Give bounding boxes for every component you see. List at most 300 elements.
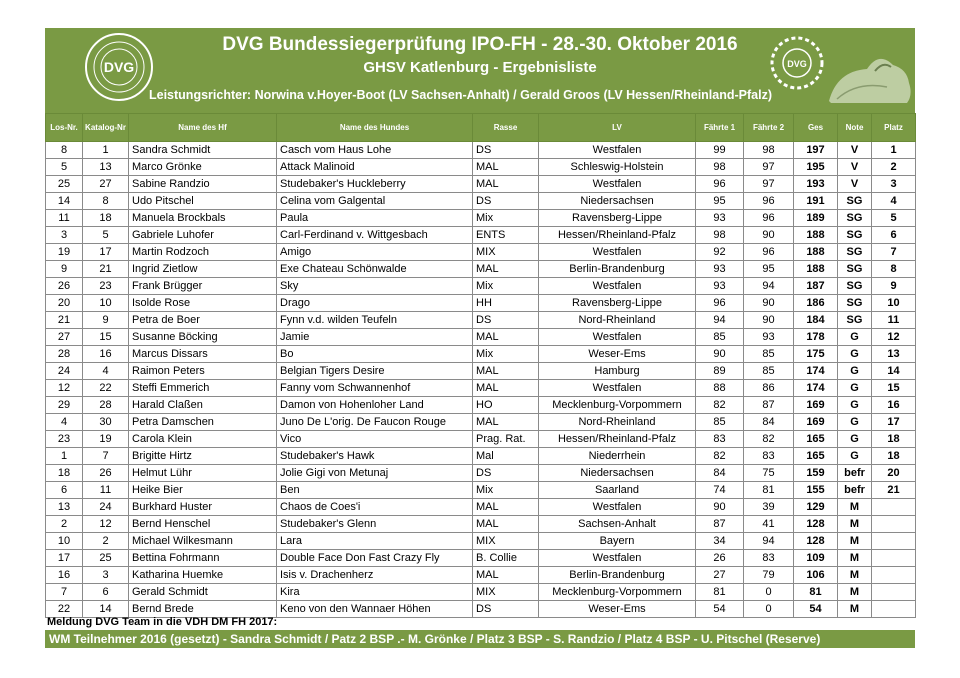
table-row bbox=[46, 397, 916, 414]
cell-dog-name: Drago bbox=[277, 295, 473, 312]
cell-total: 186 bbox=[794, 295, 838, 312]
cell-los-nr: 26 bbox=[46, 278, 83, 295]
cell-grade: G bbox=[838, 329, 872, 346]
cell-grade: G bbox=[838, 397, 872, 414]
cell-los-nr: 8 bbox=[46, 142, 83, 159]
cell-los-nr: 1 bbox=[46, 448, 83, 465]
cell-breed: MIX bbox=[473, 584, 539, 601]
cell-place: 9 bbox=[872, 278, 916, 295]
cell-katalog-nr: 6 bbox=[83, 584, 129, 601]
cell-dog-name: Fynn v.d. wilden Teufeln bbox=[277, 312, 473, 329]
cell-total: 159 bbox=[794, 465, 838, 482]
wm-participants-text: WM Teilnehmer 2016 (gesetzt) - Sandra Schmidt / Patz 2 BSP .- M. Grönke / Platz 3 BSP - S. Randzio / Platz 4 BSP - U. Pitschel (Reserve) bbox=[49, 632, 821, 646]
cell-breed: DS bbox=[473, 312, 539, 329]
cell-dog-name: Ben bbox=[277, 482, 473, 499]
cell-track-2: 95 bbox=[744, 261, 794, 278]
cell-track-1: 84 bbox=[696, 465, 744, 482]
cell-handler-name: Marco Grönke bbox=[129, 159, 277, 176]
cell-handler-name: Isolde Rose bbox=[129, 295, 277, 312]
table-row bbox=[46, 346, 916, 363]
cell-breed: DS bbox=[473, 142, 539, 159]
cell-lv: Hessen/Rheinland-Pfalz bbox=[539, 431, 696, 448]
cell-dog-name: Sky bbox=[277, 278, 473, 295]
table-row bbox=[46, 295, 916, 312]
cell-katalog-nr: 10 bbox=[83, 295, 129, 312]
cell-track-1: 83 bbox=[696, 431, 744, 448]
cell-total: 174 bbox=[794, 380, 838, 397]
cell-katalog-nr: 17 bbox=[83, 244, 129, 261]
cell-los-nr: 27 bbox=[46, 329, 83, 346]
col-header-katalog-nr: Katalog-Nr bbox=[83, 114, 129, 142]
cell-track-1: 81 bbox=[696, 584, 744, 601]
judges-line: Leistungsrichter: Norwina v.Hoyer-Boot (LV Sachsen-Anhalt) / Gerald Groos (LV Hessen/Rheinland-Pfalz) bbox=[149, 88, 773, 102]
cell-dog-name: Vico bbox=[277, 431, 473, 448]
col-header-handler: Name des Hf bbox=[129, 114, 277, 142]
cell-breed: MAL bbox=[473, 380, 539, 397]
cell-track-1: 96 bbox=[696, 176, 744, 193]
cell-handler-name: Brigitte Hirtz bbox=[129, 448, 277, 465]
cell-lv: Hessen/Rheinland-Pfalz bbox=[539, 227, 696, 244]
cell-track-2: 97 bbox=[744, 176, 794, 193]
cell-handler-name: Bernd Henschel bbox=[129, 516, 277, 533]
cell-dog-name: Lara bbox=[277, 533, 473, 550]
cell-track-2: 96 bbox=[744, 244, 794, 261]
cell-handler-name: Ingrid Zietlow bbox=[129, 261, 277, 278]
cell-grade: V bbox=[838, 159, 872, 176]
header-banner bbox=[45, 28, 915, 113]
cell-total: 106 bbox=[794, 567, 838, 584]
cell-lv: Westfalen bbox=[539, 142, 696, 159]
cell-breed: DS bbox=[473, 465, 539, 482]
cell-place: 1 bbox=[872, 142, 916, 159]
cell-handler-name: Gerald Schmidt bbox=[129, 584, 277, 601]
cell-lv: Sachsen-Anhalt bbox=[539, 516, 696, 533]
cell-katalog-nr: 14 bbox=[83, 601, 129, 618]
cell-place bbox=[872, 533, 916, 550]
cell-grade: V bbox=[838, 142, 872, 159]
cell-place: 18 bbox=[872, 448, 916, 465]
cell-lv: Schleswig-Holstein bbox=[539, 159, 696, 176]
cell-breed: MIX bbox=[473, 244, 539, 261]
cell-lv: Bayern bbox=[539, 533, 696, 550]
col-header-place: Platz bbox=[872, 114, 916, 142]
cell-los-nr: 22 bbox=[46, 601, 83, 618]
cell-track-1: 93 bbox=[696, 278, 744, 295]
cell-lv: Saarland bbox=[539, 482, 696, 499]
cell-handler-name: Helmut Lühr bbox=[129, 465, 277, 482]
col-header-lv: LV bbox=[539, 114, 696, 142]
cell-breed: MAL bbox=[473, 176, 539, 193]
cell-lv: Westfalen bbox=[539, 550, 696, 567]
cell-place: 3 bbox=[872, 176, 916, 193]
cell-total: 129 bbox=[794, 499, 838, 516]
cell-handler-name: Petra de Boer bbox=[129, 312, 277, 329]
cell-handler-name: Bettina Fohrmann bbox=[129, 550, 277, 567]
table-row bbox=[46, 142, 916, 159]
cell-lv: Niederrhein bbox=[539, 448, 696, 465]
cell-grade: SG bbox=[838, 261, 872, 278]
table-row bbox=[46, 329, 916, 346]
cell-track-2: 81 bbox=[744, 482, 794, 499]
cell-track-2: 41 bbox=[744, 516, 794, 533]
cell-los-nr: 29 bbox=[46, 397, 83, 414]
cell-grade: SG bbox=[838, 244, 872, 261]
cell-breed: Mix bbox=[473, 482, 539, 499]
cell-track-2: 85 bbox=[744, 346, 794, 363]
cell-lv: Berlin-Brandenburg bbox=[539, 261, 696, 278]
table-row bbox=[46, 380, 916, 397]
cell-los-nr: 18 bbox=[46, 465, 83, 482]
cell-lv: Mecklenburg-Vorpommern bbox=[539, 397, 696, 414]
cell-track-1: 54 bbox=[696, 601, 744, 618]
cell-track-1: 96 bbox=[696, 295, 744, 312]
cell-katalog-nr: 25 bbox=[83, 550, 129, 567]
cell-total: 187 bbox=[794, 278, 838, 295]
cell-katalog-nr: 3 bbox=[83, 567, 129, 584]
cell-place: 4 bbox=[872, 193, 916, 210]
cell-breed: MAL bbox=[473, 329, 539, 346]
cell-track-1: 90 bbox=[696, 346, 744, 363]
cell-katalog-nr: 5 bbox=[83, 227, 129, 244]
cell-track-1: 82 bbox=[696, 448, 744, 465]
cell-handler-name: Marcus Dissars bbox=[129, 346, 277, 363]
page-title: DVG Bundessiegerprüfung IPO-FH - 28.-30. Oktober 2016 bbox=[222, 34, 738, 55]
cell-handler-name: Steffi Emmerich bbox=[129, 380, 277, 397]
cell-track-1: 90 bbox=[696, 499, 744, 516]
cell-katalog-nr: 11 bbox=[83, 482, 129, 499]
cell-dog-name: Carl-Ferdinand v. Wittgesbach bbox=[277, 227, 473, 244]
cell-katalog-nr: 7 bbox=[83, 448, 129, 465]
table-row bbox=[46, 159, 916, 176]
cell-katalog-nr: 4 bbox=[83, 363, 129, 380]
cell-lv: Berlin-Brandenburg bbox=[539, 567, 696, 584]
cell-los-nr: 14 bbox=[46, 193, 83, 210]
cell-place bbox=[872, 499, 916, 516]
wm-participants-bar bbox=[45, 630, 915, 648]
page-subtitle: GHSV Katlenburg - Ergebnisliste bbox=[363, 59, 597, 76]
cell-handler-name: Sabine Randzio bbox=[129, 176, 277, 193]
cell-grade: M bbox=[838, 550, 872, 567]
cell-grade: befr bbox=[838, 465, 872, 482]
table-row bbox=[46, 261, 916, 278]
results-table bbox=[45, 113, 916, 618]
cell-grade: SG bbox=[838, 278, 872, 295]
cell-breed: MAL bbox=[473, 567, 539, 584]
cell-grade: SG bbox=[838, 312, 872, 329]
cell-total: 169 bbox=[794, 397, 838, 414]
cell-los-nr: 5 bbox=[46, 159, 83, 176]
cell-track-2: 84 bbox=[744, 414, 794, 431]
table-row bbox=[46, 499, 916, 516]
col-header-los-nr: Los-Nr. bbox=[46, 114, 83, 142]
cell-los-nr: 24 bbox=[46, 363, 83, 380]
cell-track-1: 87 bbox=[696, 516, 744, 533]
cell-los-nr: 6 bbox=[46, 482, 83, 499]
cell-katalog-nr: 9 bbox=[83, 312, 129, 329]
cell-grade: G bbox=[838, 414, 872, 431]
cell-grade: befr bbox=[838, 482, 872, 499]
cell-katalog-nr: 18 bbox=[83, 210, 129, 227]
cell-katalog-nr: 2 bbox=[83, 533, 129, 550]
cell-place: 17 bbox=[872, 414, 916, 431]
cell-grade: G bbox=[838, 346, 872, 363]
cell-place: 8 bbox=[872, 261, 916, 278]
cell-grade: G bbox=[838, 448, 872, 465]
cell-place: 20 bbox=[872, 465, 916, 482]
cell-track-1: 98 bbox=[696, 227, 744, 244]
table-row bbox=[46, 193, 916, 210]
cell-track-1: 85 bbox=[696, 414, 744, 431]
cell-dog-name: Studebaker's Glenn bbox=[277, 516, 473, 533]
table-row bbox=[46, 278, 916, 295]
cell-handler-name: Martin Rodzoch bbox=[129, 244, 277, 261]
cell-track-2: 0 bbox=[744, 584, 794, 601]
cell-dog-name: Casch vom Haus Lohe bbox=[277, 142, 473, 159]
cell-total: 155 bbox=[794, 482, 838, 499]
cell-grade: SG bbox=[838, 227, 872, 244]
cell-los-nr: 21 bbox=[46, 312, 83, 329]
cell-track-2: 98 bbox=[744, 142, 794, 159]
cell-track-1: 98 bbox=[696, 159, 744, 176]
cell-handler-name: Petra Damschen bbox=[129, 414, 277, 431]
cell-los-nr: 13 bbox=[46, 499, 83, 516]
cell-track-2: 82 bbox=[744, 431, 794, 448]
cell-katalog-nr: 24 bbox=[83, 499, 129, 516]
cell-handler-name: Gabriele Luhofer bbox=[129, 227, 277, 244]
cell-track-1: 93 bbox=[696, 261, 744, 278]
cell-los-nr: 16 bbox=[46, 567, 83, 584]
cell-lv: Ravensberg-Lippe bbox=[539, 295, 696, 312]
cell-place: 13 bbox=[872, 346, 916, 363]
cell-track-2: 90 bbox=[744, 295, 794, 312]
cell-breed: ENTS bbox=[473, 227, 539, 244]
cell-los-nr: 12 bbox=[46, 380, 83, 397]
table-row bbox=[46, 176, 916, 193]
cell-lv: Hamburg bbox=[539, 363, 696, 380]
cell-handler-name: Harald Claßen bbox=[129, 397, 277, 414]
cell-total: 197 bbox=[794, 142, 838, 159]
cell-track-2: 83 bbox=[744, 550, 794, 567]
cell-dog-name: Studebaker's Hawk bbox=[277, 448, 473, 465]
cell-place: 15 bbox=[872, 380, 916, 397]
cell-handler-name: Frank Brügger bbox=[129, 278, 277, 295]
cell-place bbox=[872, 584, 916, 601]
cell-track-2: 93 bbox=[744, 329, 794, 346]
cell-total: 178 bbox=[794, 329, 838, 346]
cell-handler-name: Michael Wilkesmann bbox=[129, 533, 277, 550]
cell-los-nr: 20 bbox=[46, 295, 83, 312]
cell-handler-name: Udo Pitschel bbox=[129, 193, 277, 210]
cell-grade: SG bbox=[838, 295, 872, 312]
cell-dog-name: Bo bbox=[277, 346, 473, 363]
cell-place: 18 bbox=[872, 431, 916, 448]
cell-breed: Mal bbox=[473, 448, 539, 465]
cell-lv: Westfalen bbox=[539, 380, 696, 397]
cell-katalog-nr: 27 bbox=[83, 176, 129, 193]
cell-lv: Niedersachsen bbox=[539, 193, 696, 210]
cell-breed: HO bbox=[473, 397, 539, 414]
cell-track-2: 87 bbox=[744, 397, 794, 414]
cell-total: 193 bbox=[794, 176, 838, 193]
cell-grade: M bbox=[838, 499, 872, 516]
cell-breed: MAL bbox=[473, 414, 539, 431]
cell-breed: MAL bbox=[473, 516, 539, 533]
cell-total: 109 bbox=[794, 550, 838, 567]
col-header-track-1: Fährte 1 bbox=[696, 114, 744, 142]
cell-lv: Westfalen bbox=[539, 176, 696, 193]
cell-total: 191 bbox=[794, 193, 838, 210]
cell-los-nr: 23 bbox=[46, 431, 83, 448]
cell-dog-name: Paula bbox=[277, 210, 473, 227]
cell-total: 184 bbox=[794, 312, 838, 329]
cell-lv: Niedersachsen bbox=[539, 465, 696, 482]
table-row bbox=[46, 516, 916, 533]
cell-place: 11 bbox=[872, 312, 916, 329]
cell-lv: Nord-Rheinland bbox=[539, 414, 696, 431]
cell-track-1: 99 bbox=[696, 142, 744, 159]
cell-total: 128 bbox=[794, 516, 838, 533]
cell-total: 188 bbox=[794, 261, 838, 278]
cell-breed: HH bbox=[473, 295, 539, 312]
cell-place: 21 bbox=[872, 482, 916, 499]
cell-dog-name: Isis v. Drachenherz bbox=[277, 567, 473, 584]
cell-los-nr: 4 bbox=[46, 414, 83, 431]
cell-lv: Westfalen bbox=[539, 278, 696, 295]
cell-los-nr: 2 bbox=[46, 516, 83, 533]
cell-los-nr: 19 bbox=[46, 244, 83, 261]
cell-place: 5 bbox=[872, 210, 916, 227]
cell-grade: M bbox=[838, 533, 872, 550]
col-header-track-2: Fährte 2 bbox=[744, 114, 794, 142]
cell-track-2: 85 bbox=[744, 363, 794, 380]
table-row bbox=[46, 550, 916, 567]
table-row bbox=[46, 244, 916, 261]
cell-dog-name: Celina vom Galgental bbox=[277, 193, 473, 210]
col-header-grade: Note bbox=[838, 114, 872, 142]
cell-total: 188 bbox=[794, 227, 838, 244]
cell-track-1: 93 bbox=[696, 210, 744, 227]
cell-grade: G bbox=[838, 363, 872, 380]
cell-grade: M bbox=[838, 601, 872, 618]
cell-handler-name: Carola Klein bbox=[129, 431, 277, 448]
cell-los-nr: 28 bbox=[46, 346, 83, 363]
cell-katalog-nr: 19 bbox=[83, 431, 129, 448]
cell-lv: Westfalen bbox=[539, 329, 696, 346]
cell-track-2: 94 bbox=[744, 533, 794, 550]
cell-track-1: 82 bbox=[696, 397, 744, 414]
cell-dog-name: Jamie bbox=[277, 329, 473, 346]
cell-grade: M bbox=[838, 567, 872, 584]
cell-track-1: 95 bbox=[696, 193, 744, 210]
cell-handler-name: Heike Bier bbox=[129, 482, 277, 499]
table-row bbox=[46, 567, 916, 584]
cell-total: 165 bbox=[794, 448, 838, 465]
cell-track-2: 94 bbox=[744, 278, 794, 295]
cell-lv: Westfalen bbox=[539, 499, 696, 516]
cell-track-2: 96 bbox=[744, 193, 794, 210]
cell-grade: V bbox=[838, 176, 872, 193]
table-row bbox=[46, 482, 916, 499]
col-header-dog: Name des Hundes bbox=[277, 114, 473, 142]
cell-place: 6 bbox=[872, 227, 916, 244]
cell-breed: MAL bbox=[473, 159, 539, 176]
cell-handler-name: Manuela Brockbals bbox=[129, 210, 277, 227]
col-header-total: Ges bbox=[794, 114, 838, 142]
cell-los-nr: 9 bbox=[46, 261, 83, 278]
cell-track-2: 96 bbox=[744, 210, 794, 227]
cell-breed: MAL bbox=[473, 363, 539, 380]
cell-los-nr: 3 bbox=[46, 227, 83, 244]
cell-lv: Weser-Ems bbox=[539, 601, 696, 618]
cell-place: 7 bbox=[872, 244, 916, 261]
cell-total: 169 bbox=[794, 414, 838, 431]
cell-track-1: 89 bbox=[696, 363, 744, 380]
cell-grade: M bbox=[838, 516, 872, 533]
table-row bbox=[46, 584, 916, 601]
cell-katalog-nr: 12 bbox=[83, 516, 129, 533]
cell-grade: G bbox=[838, 431, 872, 448]
cell-katalog-nr: 26 bbox=[83, 465, 129, 482]
table-row bbox=[46, 363, 916, 380]
cell-track-2: 90 bbox=[744, 227, 794, 244]
cell-place bbox=[872, 516, 916, 533]
cell-los-nr: 7 bbox=[46, 584, 83, 601]
cell-katalog-nr: 23 bbox=[83, 278, 129, 295]
cell-los-nr: 25 bbox=[46, 176, 83, 193]
cell-track-2: 83 bbox=[744, 448, 794, 465]
cell-total: 188 bbox=[794, 244, 838, 261]
cell-total: 165 bbox=[794, 431, 838, 448]
cell-handler-name: Burkhard Huster bbox=[129, 499, 277, 516]
cell-katalog-nr: 8 bbox=[83, 193, 129, 210]
cell-dog-name: Belgian Tigers Desire bbox=[277, 363, 473, 380]
cell-place: 12 bbox=[872, 329, 916, 346]
cell-breed: Mix bbox=[473, 346, 539, 363]
cell-dog-name: Juno De L'orig. De Faucon Rouge bbox=[277, 414, 473, 431]
cell-total: 81 bbox=[794, 584, 838, 601]
table-row bbox=[46, 312, 916, 329]
cell-place: 14 bbox=[872, 363, 916, 380]
cell-lv: Weser-Ems bbox=[539, 346, 696, 363]
svg-text:DVG: DVG bbox=[103, 59, 135, 75]
cell-breed: Mix bbox=[473, 278, 539, 295]
cell-total: 195 bbox=[794, 159, 838, 176]
cell-handler-name: Raimon Peters bbox=[129, 363, 277, 380]
cell-track-1: 74 bbox=[696, 482, 744, 499]
cell-grade: M bbox=[838, 584, 872, 601]
cell-place bbox=[872, 601, 916, 618]
team-report-note: Meldung DVG Team in die VDH DM FH 2017: bbox=[47, 616, 278, 628]
cell-dog-name: Amigo bbox=[277, 244, 473, 261]
cell-total: 128 bbox=[794, 533, 838, 550]
col-header-breed: Rasse bbox=[473, 114, 539, 142]
cell-track-2: 39 bbox=[744, 499, 794, 516]
cell-handler-name: Katharina Huemke bbox=[129, 567, 277, 584]
cell-place: 2 bbox=[872, 159, 916, 176]
table-row bbox=[46, 210, 916, 227]
cell-total: 189 bbox=[794, 210, 838, 227]
cell-track-1: 92 bbox=[696, 244, 744, 261]
cell-track-1: 88 bbox=[696, 380, 744, 397]
cell-katalog-nr: 21 bbox=[83, 261, 129, 278]
cell-track-2: 97 bbox=[744, 159, 794, 176]
cell-los-nr: 11 bbox=[46, 210, 83, 227]
cell-breed: DS bbox=[473, 601, 539, 618]
cell-breed: B. Collie bbox=[473, 550, 539, 567]
table-header-row bbox=[46, 114, 916, 142]
cell-lv: Ravensberg-Lippe bbox=[539, 210, 696, 227]
dvg-dog-emblem-logo bbox=[767, 31, 915, 111]
